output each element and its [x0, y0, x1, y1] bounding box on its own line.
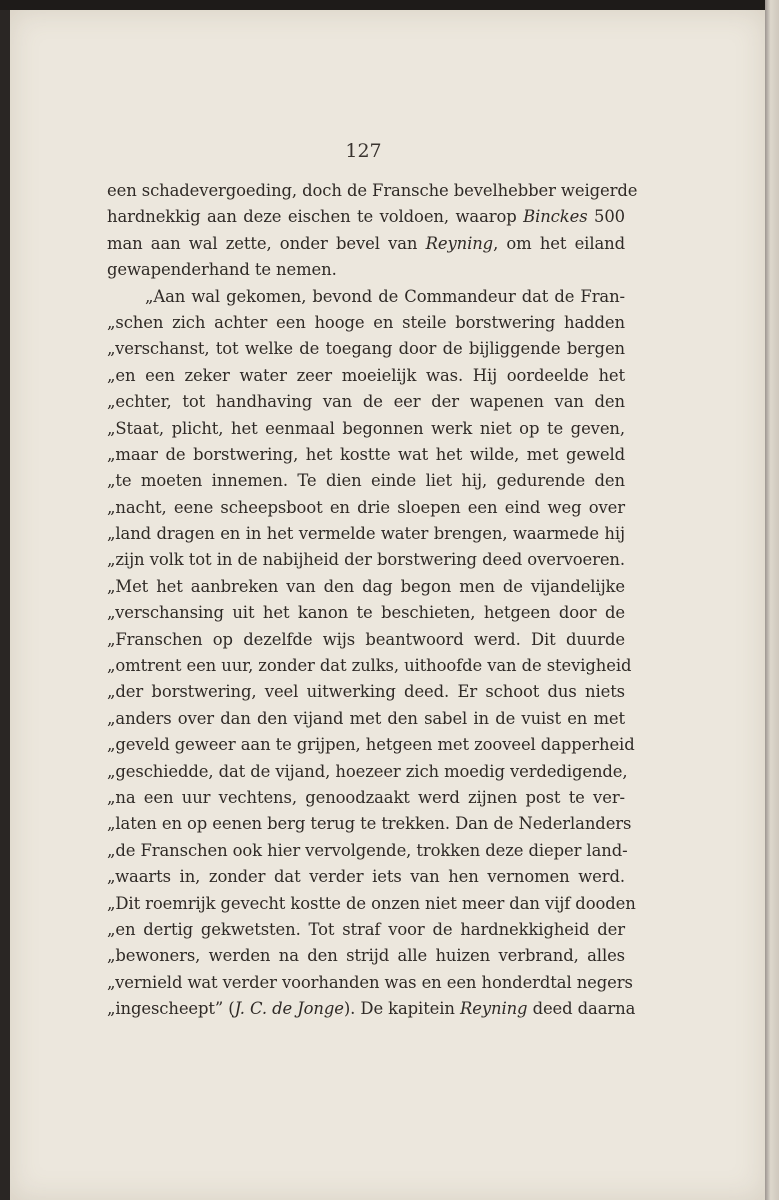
text-segment: „en een zeker water zeer moeielijk was. Hij oordeelde het — [107, 365, 625, 385]
text-segment: „Staat, plicht, het eenmaal begonnen werk niet op te geven, — [107, 418, 625, 438]
text-segment: deed daarna — [527, 999, 636, 1019]
text-line — [107, 917, 625, 943]
text-segment: „ingescheept” ( — [107, 999, 235, 1019]
text-line — [107, 891, 636, 917]
text-segment: „schen zich achter een hooge en steile borstwering hadden — [107, 312, 625, 332]
text-segment: hardnekkig aan deze eischen te voldoen, waarop — [107, 207, 524, 227]
text-segment: „vernield wat verder voorhanden was en een honderdtal negers — [107, 972, 633, 992]
text-line — [107, 257, 625, 283]
text-line — [107, 231, 625, 257]
text-segment: „echter, tot handhaving van de eer der wapenen van den — [107, 392, 625, 412]
text-line — [107, 627, 625, 653]
text-segment: „anders over dan den vijand met den sabel in de vuist en met — [107, 708, 625, 728]
text-segment: „waarts in, zonder dat verder iets van hen vernomen werd. — [107, 867, 625, 887]
text-segment: „geschiedde, dat de vijand, hoezeer zich moedig verdedigende, — [107, 761, 628, 781]
text-line — [107, 310, 625, 336]
italic-name: J. C. de Jonge — [234, 999, 344, 1019]
scan-top-border — [0, 0, 779, 10]
text-line — [107, 284, 625, 310]
text-segment: „zijn volk tot in de nabijheid der borstwering deed overvoeren. — [107, 550, 625, 570]
text-line — [107, 706, 625, 732]
text-segment: „na een uur vechtens, genoodzaakt werd zijnen post te ver- — [107, 787, 625, 807]
text-segment: „der borstwering, veel uitwerking deed. Er schoot dus niets — [107, 682, 625, 702]
text-line — [107, 416, 625, 442]
text-line — [107, 468, 625, 494]
text-segment: „Met het aanbreken van den dag begon men de vijandelijke — [107, 576, 625, 596]
text-segment: man aan wal zette, onder bevel van — [107, 233, 426, 253]
text-line — [107, 178, 638, 204]
text-segment: „bewoners, werden na den strijd alle huizen verbrand, alles — [107, 946, 625, 966]
text-segment: „Dit roemrijk gevecht kostte de onzen niet meer dan vijf dooden — [107, 893, 636, 913]
text-segment: „land dragen en in het vermelde water brengen, waarmede hij — [107, 524, 625, 544]
text-line — [107, 943, 625, 969]
italic-name: Binckes — [523, 207, 588, 227]
text-line — [107, 838, 628, 864]
text-segment: gewapenderhand te nemen. — [107, 260, 337, 280]
text-line — [107, 785, 625, 811]
text-segment: ). De kapitein — [343, 999, 460, 1019]
text-line — [107, 679, 625, 705]
text-segment: , om het eiland — [493, 233, 625, 253]
text-line — [107, 759, 628, 785]
text-line — [107, 389, 625, 415]
text-segment: „laten en op eenen berg terug te trekken. Dan de Nederlanders — [107, 814, 632, 834]
text-segment: een schadevergoeding, doch de Fransche bevelhebber weigerde — [107, 181, 638, 200]
text-segment: „de Franschen ook hier vervolgende, trokken deze dieper land- — [107, 840, 628, 860]
text-line — [107, 495, 625, 521]
text-line — [107, 653, 632, 679]
text-segment: „verschanst, tot welke de toegang door de bijliggende bergen — [107, 339, 625, 359]
text-line — [107, 970, 633, 996]
text-line — [107, 574, 625, 600]
text-segment: „Franschen op dezelfde wijs beantwoord werd. Dit duurde — [107, 629, 625, 649]
page-edge — [765, 0, 779, 1200]
text-segment: „geveld geweer aan te grijpen, hetgeen met zooveel dapperheid — [107, 735, 635, 755]
text-line — [107, 811, 632, 837]
text-line — [107, 600, 625, 626]
text-line — [107, 547, 625, 573]
text-line — [107, 204, 625, 230]
text-segment: „nacht, eene scheepsboot en drie sloepen een eind weg over — [107, 497, 625, 517]
text-line — [107, 363, 625, 389]
text-segment: „verschansing uit het kanon te beschieten, hetgeen door de — [107, 603, 625, 623]
text-segment: „Aan wal gekomen, bevond de Commandeur dat de Fran- — [145, 286, 625, 306]
page-number: 127 — [345, 140, 382, 162]
italic-name: Reyning — [460, 999, 528, 1019]
text-line — [107, 732, 635, 758]
body-text — [107, 178, 638, 1023]
text-segment: „en dertig gekwetsten. Tot straf voor de hardnekkigheid der — [107, 919, 625, 939]
text-line — [107, 521, 625, 547]
text-segment: 500 — [587, 207, 625, 227]
text-line — [107, 442, 625, 468]
text-line — [107, 864, 625, 890]
text-segment: „te moeten innemen. Te dien einde liet hij, gedurende den — [107, 471, 625, 491]
text-segment: „omtrent een uur, zonder dat zulks, uithoofde van de stevigheid — [107, 656, 632, 676]
text-segment: „maar de borstwering, het kostte wat het wilde, met geweld — [107, 444, 625, 464]
text-line — [107, 996, 636, 1022]
text-line — [107, 336, 625, 362]
italic-name: Reyning — [425, 233, 494, 253]
